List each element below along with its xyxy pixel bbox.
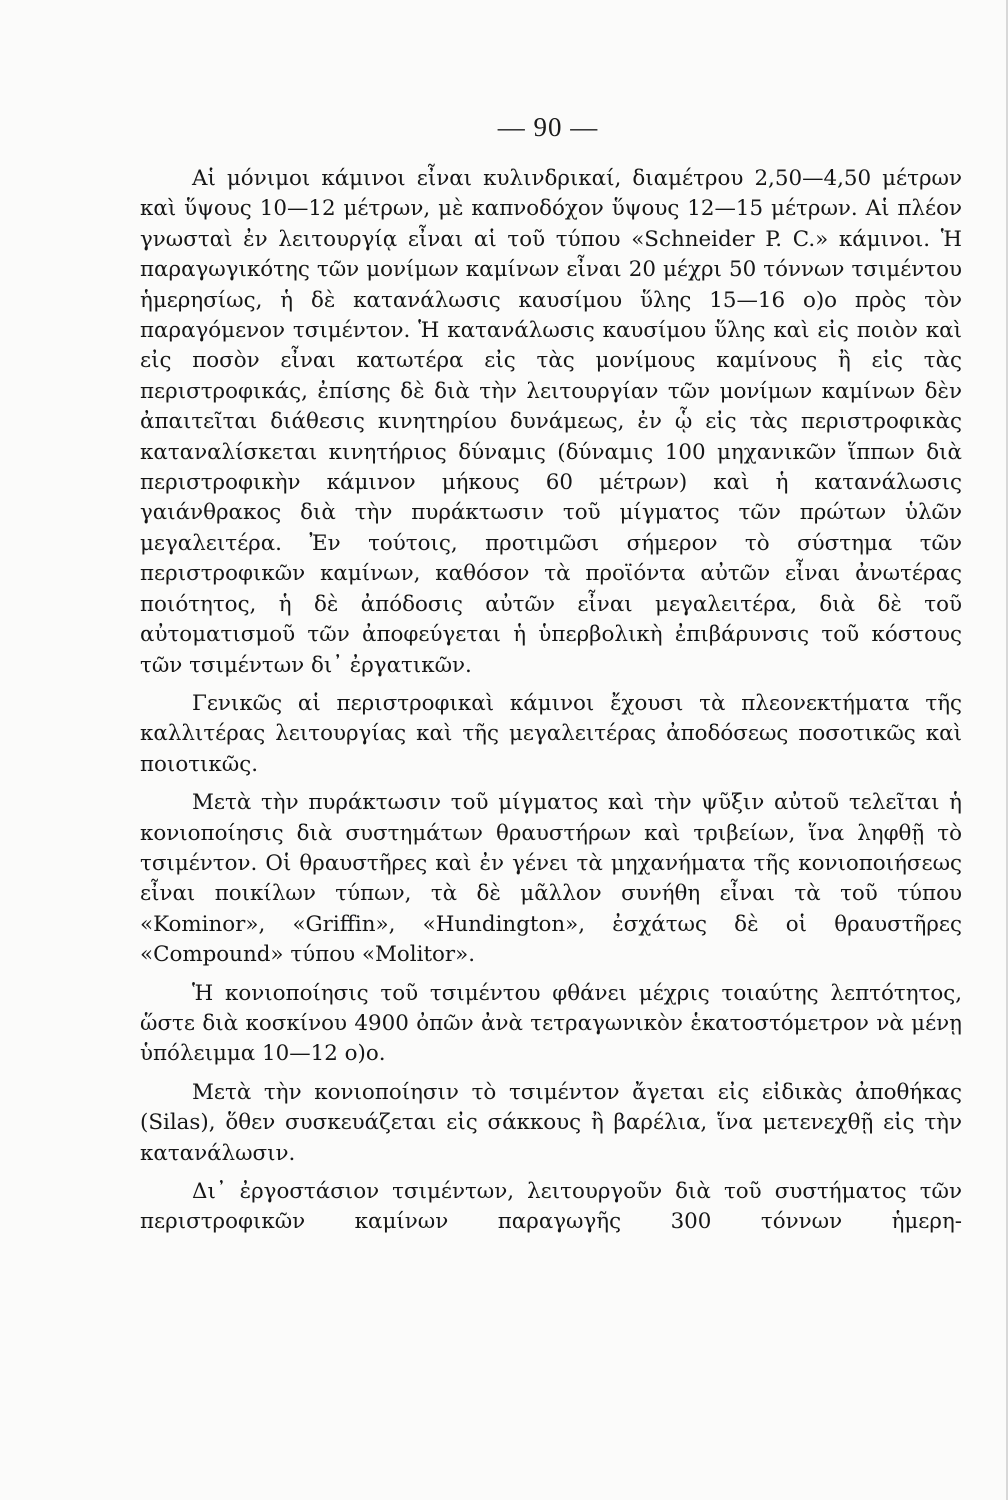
paragraph-advantages: Γενικῶς αἱ περιστροφικαὶ κάμινοι ἔχουσι τὰ πλεονεκτήματα τῆς καλλιτέρας λειτουργίας καὶ τῆς μεγαλειτέρας ἀποδόσεως ποσοτικῶς καὶ ποιοτικῶς.: [140, 690, 962, 777]
paragraph-kilns: Αἱ μόνιμοι κάμινοι εἶναι κυλινδρικαί, διαμέτρου 2,50—4,50 μέτρων καὶ ὕψους 10—12 μέτρων, μὲ καπνοδόχον ὕψους 12—15 μέτρων. Αἱ πλέον γνωσταὶ ἐν λειτουργίᾳ εἶναι αἱ τοῦ τύπου «Schneider P. C.» κάμινοι. Ἡ παραγωγικότης τῶν μονίμων καμίνων εἶναι 20 μέχρι 50 τόννων τσιμέντου ἡμερησίως, ἡ δὲ κατανάλωσις καυσίμου ὕλης 15—16 ο)ο πρὸς τὸν παραγόμενον τσιμέντον. Ἡ κατανάλωσις καυσίμου ὕλης καὶ εἰς ποιὸν καὶ εἰς ποσὸν εἶναι κατωτέρα εἰς τὰς μονίμους καμίνους ἢ εἰς τὰς περιστροφικάς, ἐπίσης δὲ διὰ τὴν λειτουργίαν τῶν μονίμων καμίνων δὲν ἀπαιτεῖται διάθεσις κινητηρίου δυνάμεως, ἐν ᾧ εἰς τὰς περιστροφικὰς καταναλίσκεται κινητήριος δύναμις (δύναμις 100 μηχανικῶν ἵππων διὰ περιστροφικὴν κάμινον μήκους 60 μέτρων) καὶ ἡ κατανάλωσις γαιάνθρακος διὰ τὴν πυράκτωσιν τοῦ μίγματος τῶν πρώτων ὑλῶν μεγαλειτέρα. Ἐν τούτοις, προτιμῶσι σήμερον τὸ σύστημα τῶν περιστροφικῶν καμίνων, καθόσον τὰ προϊόντα αὐτῶν εἶναι ἀνωτέρας ποιότητος, ἡ δὲ ἀπόδοσις αὐτῶν εἶναι μεγαλειτέρα, διὰ δὲ τοῦ αὐτοματισμοῦ τῶν ἀποφεύγεται ἡ ὑπερβολικὴ ἐπιβάρυνσις τοῦ κόστους τῶν τσιμέντων δι᾽ ἐργατικῶν.: [140, 166, 962, 678]
page-number: — 90 —: [497, 112, 599, 142]
body-text: [140, 164, 962, 1238]
paragraph-storage: Μετὰ τὴν κονιοποίησιν τὸ τσιμέντον ἄγεται εἰς εἰδικὰς ἀποθήκας (Silas), ὅθεν συσκευάζεται εἰς σάκκους ἢ βαρέλια, ἵνα μετενεχθῇ εἰς τὴν κατανάλωσιν.: [140, 1079, 962, 1166]
paragraph-pulverization: Μετὰ τὴν πυράκτωσιν τοῦ μίγματος καὶ τὴν ψῦξιν αὐτοῦ τελεῖται ἡ κονιοποίησις διὰ συστημάτων θραυστήρων καὶ τριβείων, ἵνα ληφθῇ τὸ τσιμέντον. Οἱ θραυστῆρες καὶ ἐν γένει τὰ μηχανήματα τῆς κονιοποιήσεως εἶναι ποικίλων τύπων, τὰ δὲ μᾶλλον συνήθη εἶναι τὰ τοῦ τύπου «Kominor», «Griffin», «Hundington», ἐσχάτως δὲ οἱ θραυστῆρες «Compound» τύπου «Molitor».: [140, 790, 962, 968]
paragraph-fineness: Ἡ κονιοποίησις τοῦ τσιμέντου φθάνει μέχρις τοιαύτης λεπτότητος, ὥστε διὰ κοσκίνου 4900 ὀπῶν ἀνὰ τετραγωνικὸν ἑκατοστόμετρον νὰ μένῃ ὑπόλειμμα 10—12 ο)ο.: [140, 980, 962, 1067]
paragraph-factory: Δι᾽ ἐργοστάσιον τσιμέντων, λειτουργοῦν διὰ τοῦ συστήματος τῶν περιστροφικῶν καμίνων παραγωγῆς 300 τόννων ἡμερη-: [140, 1179, 962, 1235]
